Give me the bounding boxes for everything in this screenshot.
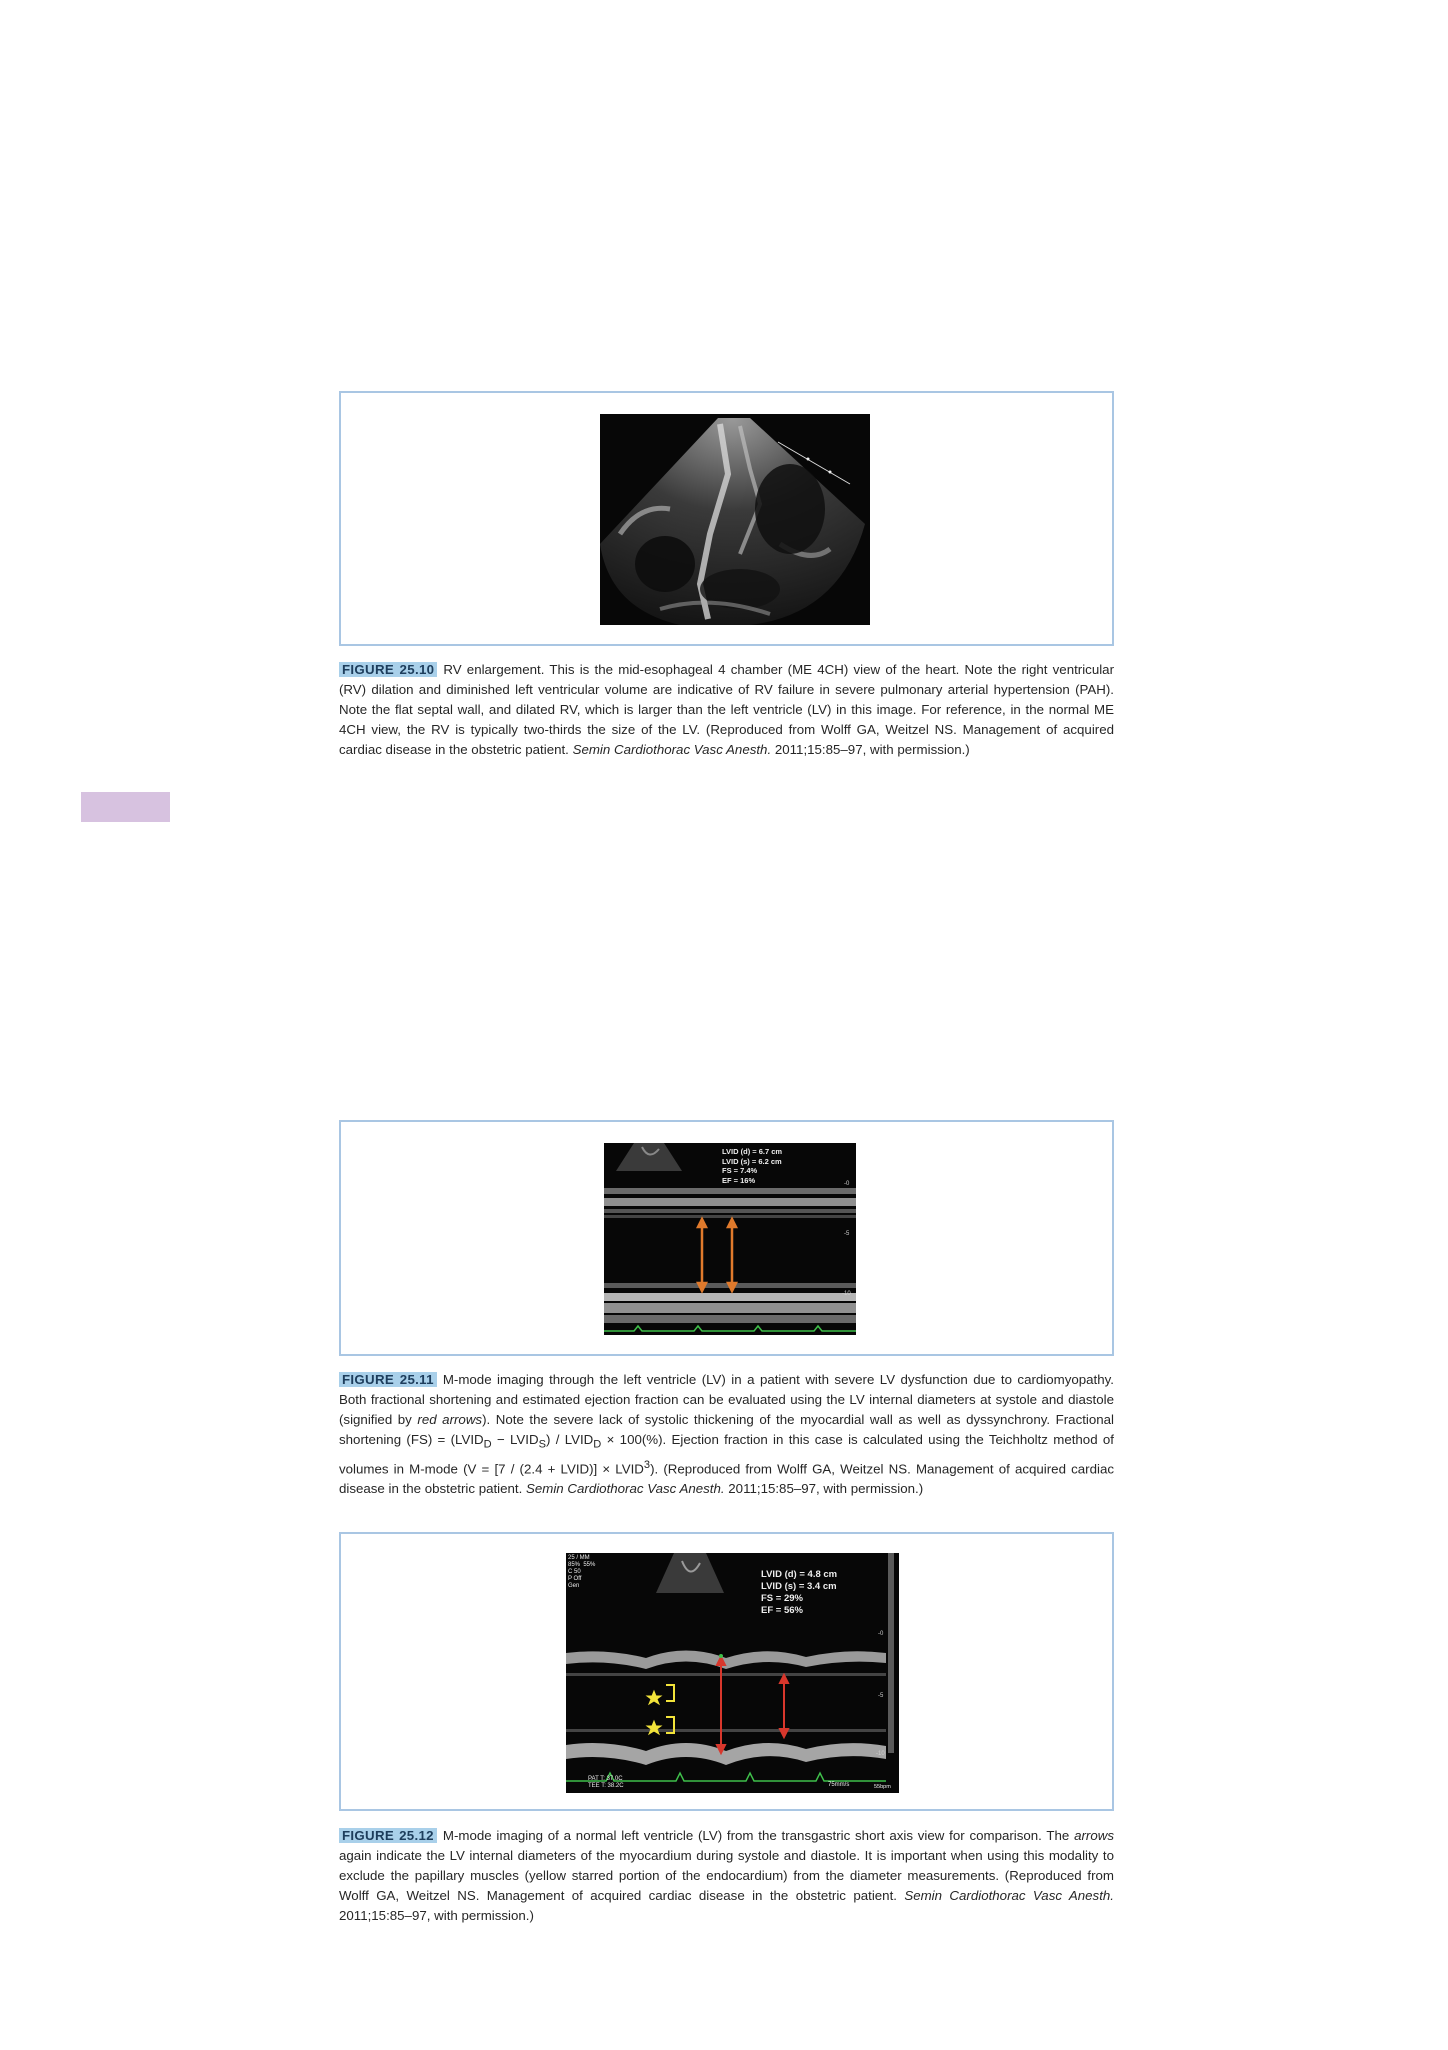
caption-text: RV enlargement. This is the mid-esophageal 4 chamber (ME 4CH) view of the heart. Note the right ventricular (RV) dilation and diminished left ventricular volume are indicative of RV failure in severe pulmonary arterial hypertension (PAH). Note the flat septal wall, and dilated RV, which is larger than the left ventricle (LV) in this image. For reference, in the normal ME 4CH view, the RV is typically two-thirds the size of the LV. (Reproduced from Wolff GA, Weitzel NS. Management of acquired cardiac disease in the obstetric patient. (339, 662, 1114, 757)
lvid-s: LVID (s) = 6.2 cm (722, 1156, 782, 1166)
figure-caption-25-11 (339, 1370, 1114, 1499)
mmode-image-normal (566, 1553, 899, 1793)
caption-text-formula: ). Note the severe lack of systolic thickening of the myocardial wall as well as dyssynchrony. Fractional shortening (FS) = (LVID (339, 1412, 1115, 1447)
figure-caption-25-10 (339, 660, 1114, 760)
caption-text-end: 2011;15:85–97, with permission.) (339, 1908, 534, 1923)
caption-journal: Semin Cardiothorac Vasc Anesth. (572, 742, 772, 757)
subscript-s: S (538, 1438, 546, 1451)
echo-sector-svg (600, 414, 870, 625)
mmode-normal-svg (566, 1553, 899, 1793)
superscript-3: 3 (643, 1458, 651, 1471)
subscript-d-2: D (593, 1438, 602, 1451)
caption-text-end: 2011;15:85–97, with permission.) (724, 1481, 924, 1497)
depth-tick-10: -10 (842, 1291, 851, 1297)
temperature-readout: PAT T: 37.0C TEE T: 38.2C (588, 1776, 624, 1789)
depth-tick-10: -10 (876, 1751, 885, 1757)
lvid-d: LVID (d) = 6.7 cm (722, 1147, 783, 1156)
caption-text-2: again indicate the LV internal diameters of the myocardium during systole and diastole. It is important when using this modality to exclude the papillary muscles (yellow starred portion of the endocardium) from the diameter measurements. (Reproduced from Wolff GA, Weitzel NS. Management of acquired cardiac disease in the obstetric patient. (339, 1848, 1114, 1903)
sweep-speed: 75mm/s (828, 1782, 850, 1788)
figure-label: FIGURE 25.12 (339, 1828, 437, 1843)
caption-minus: − LVID (491, 1432, 539, 1447)
caption-text-end: 2011;15:85–97, with permission.) (771, 742, 970, 757)
depth-tick-5: -5 (844, 1231, 850, 1237)
ef-value: EF = 16% (722, 1175, 756, 1185)
caption-text-ref: ). (Reproduced from Wolff GA, Weitzel NS. Management of acquired cardiac disease in the obstetric patient. (339, 1461, 1114, 1497)
caption-italic: arrows (1074, 1828, 1114, 1843)
figure-label: FIGURE 25.11 (339, 1372, 437, 1387)
heart-rate: 55bpm (874, 1784, 891, 1790)
caption-text: M-mode imaging through the left ventricle (LV) in a patient with severe LV dysfunction due to cardiomyopathy. Both fractional shortening and estimated ejection fraction can be evaluated using the LV internal diameters at systole and diastole (signified by (339, 1372, 1114, 1427)
caption-journal: Semin Cardiothorac Vasc Anesth. (904, 1888, 1114, 1903)
figure-frame-25-10 (339, 391, 1114, 646)
lvid-s: LVID (s) = 3.4 cm (761, 1581, 837, 1592)
ef-value: EF = 56% (761, 1605, 803, 1616)
depth-tick-5: -5 (878, 1693, 884, 1699)
section-tab (81, 792, 170, 822)
figure-frame-25-12 (339, 1532, 1114, 1811)
depth-tick-0: -0 (878, 1631, 884, 1637)
depth-tick-0: -0 (844, 1181, 850, 1187)
caption-journal: Semin Cardiothorac Vasc Anesth. (526, 1481, 725, 1497)
subscript-d: D (483, 1438, 492, 1451)
fs-value: FS = 29% (761, 1593, 803, 1604)
figure-label: FIGURE 25.10 (339, 662, 437, 677)
figure-frame-25-11 (339, 1120, 1114, 1356)
echo-image-me4ch (600, 414, 870, 625)
settings-readout: 25 / MM 85% 55% C 50 P Off Gen (568, 1555, 596, 1589)
caption-text-teichholtz: × 100(%). Ejection fraction in this case is calculated using the Teichholtz method of volumes in M-mode (V = [7 / (2.4 + LVID)] × LVID (339, 1432, 1114, 1477)
mmode-image-severe (604, 1143, 856, 1335)
measurement-overlay (761, 1569, 837, 1617)
caption-italic: red arrows (417, 1412, 483, 1427)
caption-text: M-mode imaging of a normal left ventricle (LV) from the transgastric short axis view for comparison. The (442, 1828, 1075, 1843)
figure-caption-25-12 (339, 1826, 1114, 1926)
fs-value: FS = 7.4% (722, 1166, 758, 1175)
lvid-d: LVID (d) = 4.8 cm (761, 1569, 838, 1580)
measurement-overlay (722, 1147, 782, 1185)
caption-text-formula-2: ) / LVID (545, 1432, 594, 1447)
